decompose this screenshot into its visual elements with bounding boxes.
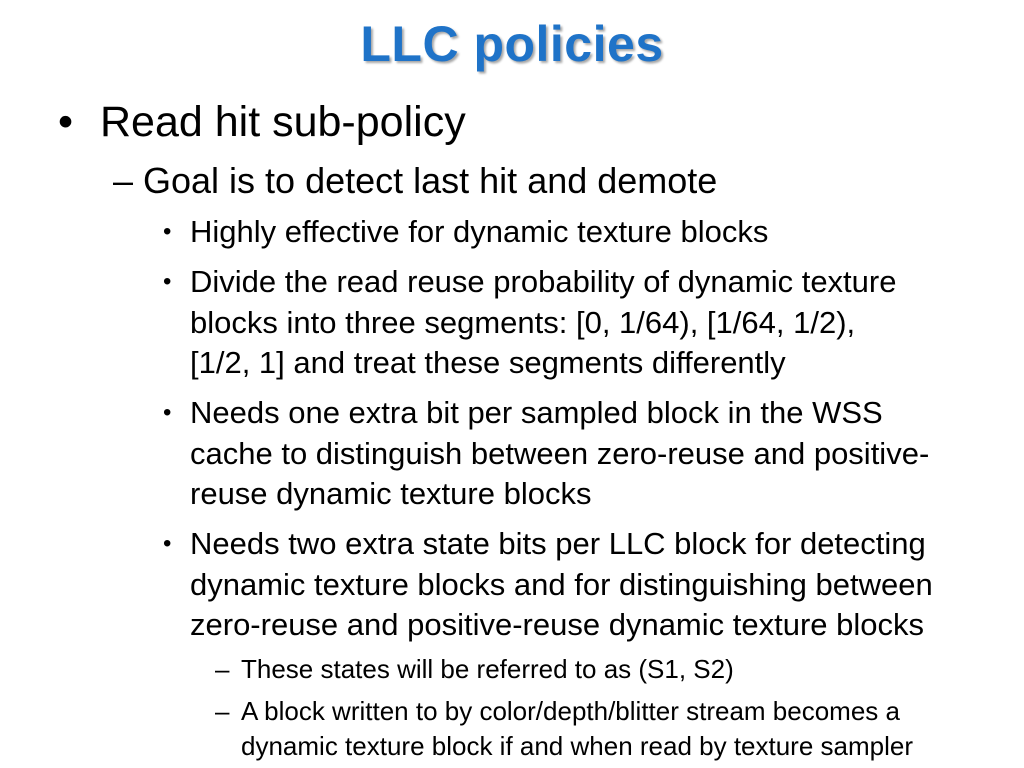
point-line: Needs one extra bit per sampled block in the WSS xyxy=(190,395,883,430)
detail-text xyxy=(241,694,913,764)
point-line: Divide the read reuse probability of dynamic texture xyxy=(190,264,897,299)
point-line: Highly effective for dynamic texture blocks xyxy=(190,214,769,249)
detail-line: dynamic texture block if and when read by texture sampler xyxy=(241,731,914,761)
point-line: dynamic texture blocks and for distinguishing between xyxy=(190,566,933,602)
point-line: [1/2, 1] and treat these segments differently xyxy=(190,345,786,380)
dash-marker: – xyxy=(215,654,230,684)
point-line: Needs two extra state bits per LLC block for detecting xyxy=(190,526,926,561)
bullet-marker: • xyxy=(163,218,172,245)
bullet-marker: • xyxy=(163,530,172,557)
dash-marker: – xyxy=(113,160,134,201)
detail-text xyxy=(241,652,734,687)
dash-marker: – xyxy=(215,696,230,726)
point-text xyxy=(190,393,929,515)
point-line: zero-reuse and positive-reuse dynamic texture blocks xyxy=(190,607,925,642)
slide-title: LLC policies xyxy=(360,16,664,72)
detail-line: A block written to by color/depth/blitter stream becomes a xyxy=(241,696,900,726)
point-text xyxy=(190,212,768,253)
point-text xyxy=(190,524,933,646)
point-line: cache to distinguish between zero-reuse and positive- xyxy=(190,435,930,471)
bullet-marker: • xyxy=(163,399,172,426)
bullet-text: Read hit sub-policy xyxy=(100,98,466,146)
bullet-marker: • xyxy=(58,98,74,146)
bullet-marker: • xyxy=(163,268,172,295)
detail-line: These states will be referred to as (S1, S2) xyxy=(241,654,734,684)
sub-bullet-text: Goal is to detect last hit and demote xyxy=(143,160,718,201)
point-line: blocks into three segments: [0, 1/64), [1/64, 1/2), xyxy=(190,304,856,340)
point-text xyxy=(190,262,896,384)
point-line: reuse dynamic texture blocks xyxy=(190,476,592,511)
